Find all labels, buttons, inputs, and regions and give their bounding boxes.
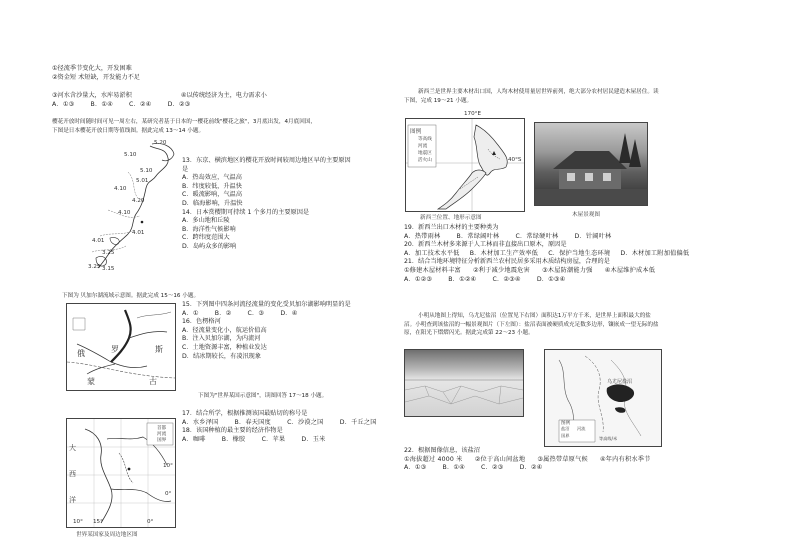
isoline-label: 4.01	[132, 230, 145, 236]
isoline-label: 3.25	[88, 264, 101, 270]
option[interactable]: C．苹果	[261, 435, 286, 443]
option-line: ④以传统经济为主，电力需求小	[180, 92, 267, 100]
statement: ②位于高山间盆地	[474, 455, 526, 463]
choice-row	[404, 276, 689, 285]
question-22: 22．根据图像信息，该盐沼	[404, 447, 480, 454]
legend-item: 活火山	[418, 158, 432, 163]
nz-intro	[404, 88, 659, 105]
baikal-basin-map	[66, 303, 176, 391]
question-13: 13．东京、横滨地区的樱花开放时间较周边地区早的主要原因	[182, 157, 351, 164]
option[interactable]: A．多山地和丘陵	[182, 217, 230, 225]
salt-intro	[404, 312, 659, 338]
isoline-label: 4.10	[118, 210, 131, 216]
option[interactable]: B．春天国度	[234, 418, 271, 426]
option[interactable]: C．常绿硬叶林	[515, 232, 559, 240]
statement: ②利于减少地震危害	[473, 266, 530, 274]
option[interactable]: C．保护当地生态环境	[548, 249, 611, 257]
option[interactable]: A．咖啡	[182, 435, 206, 443]
question-18: 18．该国种植的最主要的经济作物是	[182, 427, 283, 435]
question-20: 20．新西兰木材多来源于人工林而非直接出口原木，原因是	[404, 241, 567, 249]
ocean-label: 大	[69, 444, 76, 452]
intro-text: 樱花开放时间随时间可见一周左右，某研究者基于日本的一樱花前线"樱花之旅"，3月底出发，4月底回国，	[52, 119, 316, 125]
japan-cherry-map	[88, 140, 178, 275]
choice[interactable]: D．②③	[167, 101, 191, 109]
option[interactable]: B．纬度较低，升温快	[182, 182, 242, 190]
choice-row	[182, 436, 391, 445]
lat-label: 0°	[165, 491, 172, 497]
west-africa-caption: 世界某国家及周边地区图	[76, 532, 138, 538]
option[interactable]: D．岛屿众多的影响	[182, 242, 237, 250]
legend-item: 河流	[577, 426, 586, 431]
option[interactable]: C．跨纬度范围大	[182, 234, 230, 242]
country-label: 古	[149, 377, 157, 386]
intro-text: 下图是日本樱花开放日期等值线图。据此完成 13～14 小题。	[52, 127, 205, 134]
option[interactable]: D．千丘之国	[339, 418, 377, 426]
option[interactable]: D．④	[280, 309, 298, 317]
option[interactable]: C．②③	[481, 464, 504, 472]
option[interactable]: A．热岛效应，气温高	[182, 174, 242, 182]
statement: ④木屋维护成本低	[604, 266, 656, 274]
lon-label: 10°	[73, 519, 83, 525]
west-africa-map	[66, 418, 176, 528]
statement: ③属热带草原气候	[537, 455, 588, 463]
ocean-label: 洋	[69, 496, 76, 504]
salt-flat-photo	[404, 349, 524, 417]
option[interactable]: B．橡胶	[221, 435, 246, 443]
photo-caption: 木屋景观图	[572, 212, 600, 218]
legend-title: 图例	[410, 129, 422, 135]
statement: ①海拔超过 4000 米	[404, 455, 463, 463]
top-options-block	[52, 65, 267, 110]
question-19: 19．新西兰出口木材的主要种类为	[404, 224, 499, 231]
legend-title: 图例	[561, 421, 571, 426]
salt-flat-label: 乌尤尼盐沼	[607, 379, 633, 385]
nz-map-caption: 新西兰位置、地形示意图	[420, 215, 482, 221]
wooden-house-photo	[534, 122, 648, 206]
salt-flat-svg	[405, 350, 523, 416]
isoline-label: 4.10	[114, 186, 127, 192]
option[interactable]: B．①②④	[448, 275, 477, 283]
option[interactable]: C．沙漠之国	[287, 418, 324, 426]
country-label: 斯	[155, 345, 163, 354]
q13-14-block	[182, 157, 351, 252]
choice-row	[404, 464, 651, 473]
option[interactable]: B．海洋性气候影响	[182, 225, 236, 233]
lon-label: 0°	[147, 519, 154, 525]
question-13-cont: 是	[182, 165, 189, 173]
latitude-label: 40°S	[508, 157, 522, 163]
option[interactable]: D．玉米	[301, 435, 326, 443]
question-14: 14．日本赏樱期可持续 1 个多月的主要原因是	[182, 208, 310, 216]
intro-text: 沼。小明查到该盐沼的一幅景观图片（下左图）：盐沼表面被硬质成充足数多边形，镶嵌成一望无际的盐	[404, 321, 659, 328]
nz-terrain-map	[405, 111, 525, 212]
q22-block	[404, 447, 651, 473]
option[interactable]: C．土地资源丰富，种植业发达	[182, 343, 267, 351]
legend-item: 河流	[157, 432, 167, 437]
option[interactable]: A．①③	[404, 464, 427, 472]
isoline-label: 4.20	[132, 198, 145, 204]
statement: ①修建木屋材料丰富	[404, 266, 461, 274]
choice[interactable]: B．①④	[90, 101, 113, 109]
lon-label: 15°	[93, 519, 103, 525]
isoline-label: 5.10	[140, 168, 153, 174]
choice[interactable]: C．②④	[129, 101, 152, 109]
isoline-label: 5.20	[154, 140, 167, 146]
option[interactable]: C．暖流影响，气温高	[182, 191, 243, 199]
option[interactable]: A．①②③	[404, 275, 433, 283]
intro-text: 新西兰是世界主要木材出口国，人均木材使用量居世界前列，绝大部分农村居民建造木屋居住。读	[418, 89, 659, 95]
option[interactable]: B．①④	[442, 464, 465, 472]
option[interactable]: D．②④	[519, 464, 543, 472]
option[interactable]: D．针阔叶林	[574, 232, 612, 240]
legend-item: 河流	[418, 144, 428, 149]
intro-text: 原，在阳光下熠熠闪光。据此完成第 22～23 小题。	[404, 330, 534, 337]
nz-map-svg	[406, 119, 524, 211]
q15-16-block	[182, 301, 351, 361]
intro-text: 下图，完成 19～21 小题。	[404, 97, 473, 104]
isoline-label: 5.01	[136, 178, 149, 184]
choice-row	[182, 310, 351, 319]
legend-item: 国界	[561, 433, 570, 438]
legend-item: 等高线/米	[599, 436, 618, 441]
legend-item: 地震区	[418, 151, 432, 156]
choice[interactable]: A．①③	[52, 101, 75, 109]
question-21: 21．结合当地环境特征分析新西兰农村民居多采用木质结构房屋，合理的是	[404, 258, 610, 266]
wooden-house-svg	[535, 123, 647, 205]
river-intro: 下图为 贝加尔湖流域示意图。据此完成 15～16 小题。	[62, 293, 200, 299]
legend-item: 盐沼	[561, 426, 570, 431]
option[interactable]: A．热带雨林	[404, 232, 441, 240]
uyuni-location-map	[544, 349, 662, 447]
option-line: ②资金短 术短缺，开发能力不足	[52, 73, 140, 81]
isoline-label: 4.01	[92, 238, 105, 244]
option[interactable]: A．水乡泽国	[182, 418, 219, 426]
option[interactable]: B．②	[214, 309, 232, 317]
intro-text: 小明从地图上得知，乌尤尼盐沼（位置见下右图）面积达1万平方千米，是世界上面积最大的盐	[418, 313, 651, 319]
q19-21-block	[404, 224, 689, 284]
question-15: 15．下列图中四条河流径流量的变化受贝加尔湖影响明显的是	[182, 301, 351, 308]
option[interactable]: B．注入贝加尔湖，为内流河	[182, 335, 261, 343]
item-row	[404, 456, 651, 465]
country-label: 蒙	[87, 377, 95, 386]
legend-item: 首都	[157, 426, 167, 431]
option[interactable]: B．木材加工生产效率低	[469, 249, 539, 257]
isoline-label: 3.15	[102, 266, 115, 272]
cherry-intro	[52, 118, 392, 135]
question-16: 16．色楞格河	[182, 318, 221, 326]
statement: ③木屋防潮能力强	[542, 266, 593, 274]
choice-row	[182, 419, 391, 428]
option[interactable]: C．③	[247, 309, 265, 317]
west-africa-intro: 下图为"世界某国示意图"，读图回答 17～18 小题。	[198, 393, 328, 399]
item-row	[404, 267, 689, 276]
legend-item: 等高线	[418, 137, 432, 142]
legend-item: 国界	[157, 438, 167, 443]
question-17: 17．结合所学，根据推测该国最贴切的称号是	[182, 410, 308, 417]
option[interactable]: A．加工技术水平低	[404, 249, 460, 257]
ocean-label: 西	[69, 470, 76, 478]
choice-row	[52, 101, 267, 110]
option[interactable]: C．②③④	[492, 275, 521, 283]
lat-label: 10°	[163, 463, 173, 469]
option[interactable]: A．径流量变化小，航运价值高	[182, 326, 267, 334]
statement: ④年内有积水季节	[600, 455, 651, 463]
option[interactable]: A．①	[182, 309, 199, 317]
option[interactable]: B．常绿阔叶林	[456, 232, 500, 240]
option[interactable]: D．①③④	[536, 275, 566, 283]
option-line: ③河水含沙量大，水库易淤积	[52, 92, 132, 100]
country-label: 俄	[77, 349, 85, 358]
option[interactable]: D．结冰期较长，有凌汛现象	[182, 352, 262, 360]
option-line: ①径流季节变化大，开发困难	[52, 65, 132, 72]
isoline-label: 3.25	[102, 250, 115, 256]
country-label: 罗	[111, 345, 119, 354]
longitude-label: 170°E	[464, 111, 482, 117]
option[interactable]: D．临海影响，升温快	[182, 199, 243, 207]
isoline-label: 5.10	[124, 152, 137, 158]
q17-18-block	[182, 410, 391, 444]
option[interactable]: D．木材加工附加值偏低	[620, 249, 690, 257]
choice-row	[404, 233, 689, 242]
